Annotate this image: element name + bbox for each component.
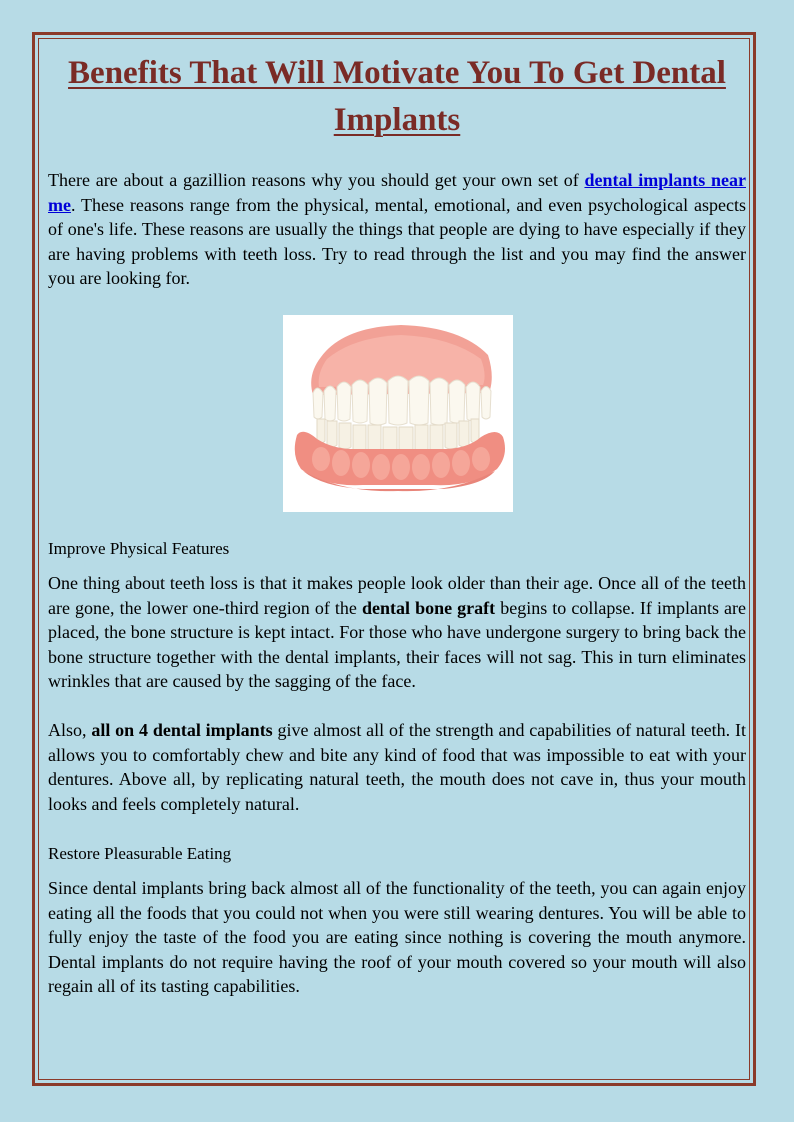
intro-text-end: . These reasons range from the physical, mental, emotional, and even psychological aspects of one's life. These reasons are usually the things that people are dying to have especially if they are having problems with teeth loss. Try to read through the list and you may find the answer you are looking for. bbox=[48, 194, 746, 288]
physical-p1-text-start: One thing about teeth loss is that it makes people look older than their age. Once all of the teeth are gone, the lower one-third region of the bbox=[48, 573, 746, 618]
dentures-image bbox=[283, 315, 513, 512]
dentures-illustration bbox=[283, 315, 513, 512]
physical-paragraph-1 bbox=[48, 571, 746, 694]
section-heading-physical: Improve Physical Features bbox=[48, 539, 230, 558]
all-on-4-bold: all on 4 dental implants bbox=[91, 720, 273, 740]
intro-text-start: There are about a gazillion reasons why you should get your own set of bbox=[48, 170, 585, 190]
physical-paragraph-2 bbox=[48, 718, 746, 816]
physical-p2-text-start: Also, bbox=[48, 720, 92, 740]
dental-implants-link[interactable]: dental implants near me bbox=[48, 170, 746, 215]
document-content bbox=[48, 44, 746, 291]
dental-bone-graft-bold: dental bone graft bbox=[361, 597, 496, 618]
eating-paragraph-1: Since dental implants bring back almost all of the functionality of the teeth, you can again enjoy eating all the foods that you could not when you were still wearing dentures. You will be able to fully enjoy the taste of the food you are eating since nothing is covering the mouth anymore. Dental implants do not require having the roof of your mouth covered so your mouth will also regain all of its tasting capabilities. bbox=[48, 878, 746, 996]
page-title: Benefits That Will Motivate You To Get Dental Implants bbox=[68, 55, 726, 138]
physical-p1-text-end: begins to collapse. If implants are placed, the bone structure is kept intact. For those who have undergone surgery to bring back the bone structure together with the dental implants, their faces will not sag. This in turn eliminates wrinkles that are caused by the sagging of the face. bbox=[48, 597, 746, 691]
physical-p2-text-end: give almost all of the strength and capabilities of natural teeth. It allows you to comfortably chew and bite any kind of food that was impossible to eat with your dentures. Above all, by replicating natural teeth, the mouth does not cave in, thus your mouth looks and feels completely natural. bbox=[48, 720, 746, 814]
intro-paragraph bbox=[48, 168, 746, 291]
section-heading-eating: Restore Pleasurable Eating bbox=[48, 844, 232, 863]
